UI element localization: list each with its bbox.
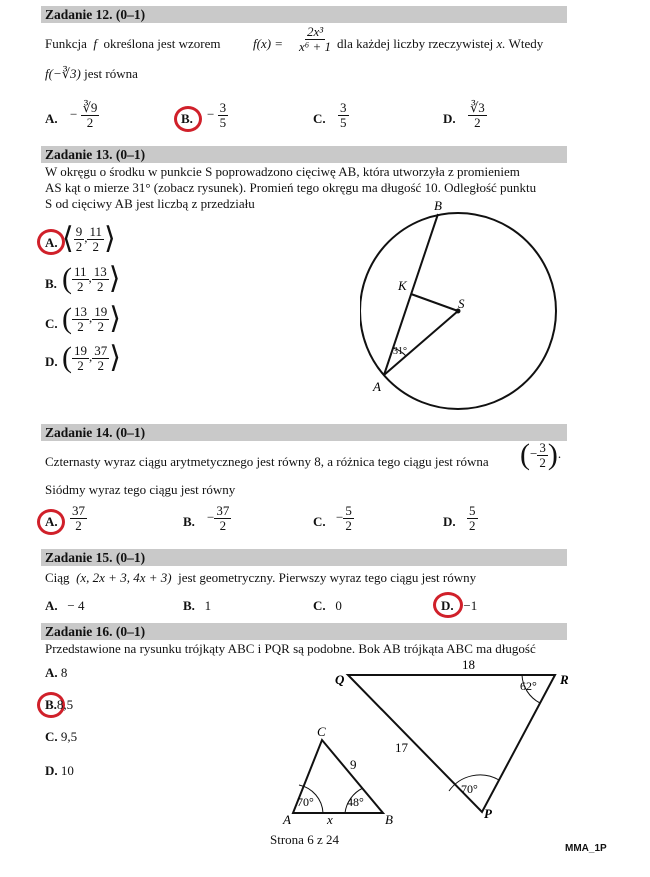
q13-option-d-value: ( $\frac{19}{2}$ , $\frac{37}{2}$ ⟩ — [62, 341, 121, 374]
side-qr-label: 18 — [462, 657, 475, 672]
vertex-c-label: C — [317, 724, 326, 739]
q14-option-d-label[interactable]: D. — [443, 514, 456, 529]
q12-option-b-value: − $\frac{3}{5}$ — [207, 100, 227, 130]
q13-option-d-label[interactable]: D. — [45, 354, 58, 369]
perpendicular-sk — [411, 294, 458, 311]
q12-option-d-label[interactable]: D. — [443, 111, 456, 126]
angle-b-label: 48° — [347, 795, 364, 809]
q14-option-c-value: − $\frac{5}{2}$ — [336, 503, 352, 533]
q12-option-a-label[interactable]: A. — [45, 111, 58, 126]
vertex-b-label: B — [385, 812, 393, 827]
triangle-pqr — [348, 675, 555, 812]
angle-r-label: 62° — [520, 679, 537, 693]
page-number: Strona 6 z 24 — [270, 832, 339, 847]
q12-header: Zadanie 12. (0–1) — [41, 6, 567, 23]
q12-option-b-label[interactable]: B. — [181, 111, 193, 126]
q14-option-a-value: $\frac{37}{2}$ — [72, 503, 85, 533]
q12-option-c-value: $\frac{3}{5}$ — [340, 100, 347, 130]
q15-option-a[interactable]: A. − 4 — [45, 598, 85, 613]
q14-option-b-label[interactable]: B. — [183, 514, 195, 529]
q14-header: Zadanie 14. (0–1) — [41, 424, 567, 441]
q16-line1: Przedstawione na rysunku trójkąty ABC i PQR są podobne. Bok AB trójkąta ABC ma długość — [45, 641, 536, 656]
q16-triangles-figure — [275, 655, 575, 830]
q13-header: Zadanie 13. (0–1) — [41, 146, 567, 163]
q16-option-d[interactable]: D. 10 — [45, 763, 74, 778]
q12-formula-lhs: f(x) = — [253, 36, 284, 51]
label-angle: 31° — [393, 346, 407, 357]
q14-line1: Czternasty wyraz ciągu arytmetycznego jest równy 8, a różnica tego ciągu jest równa — [45, 454, 489, 469]
q16-header: Zadanie 16. (0–1) — [41, 623, 567, 640]
label-b: B — [434, 198, 442, 213]
vertex-r-label: R — [560, 672, 569, 687]
q13-option-c-label[interactable]: C. — [45, 316, 58, 331]
side-cb-label: 9 — [350, 757, 357, 772]
q12-formula-fraction: $\frac{\text{2x³}}{\text{x⁶ + 1}}$ — [299, 24, 332, 54]
q12-option-a-value: − $\frac{∛9}{2}$ — [70, 100, 98, 130]
q14-option-a-label[interactable]: A. — [45, 514, 58, 529]
q13-option-a-value: ⟨ $\frac{9}{2}$ , $\frac{11}{2}$ ⟩ — [62, 222, 116, 255]
q16-option-a[interactable]: A. 8 — [45, 665, 68, 680]
q13-line3: S od cięciwy AB jest liczbą z przedziału — [45, 196, 255, 211]
q15-option-c[interactable]: C. 0 — [313, 598, 342, 613]
q16-option-c[interactable]: C. 9,5 — [45, 729, 78, 744]
q12-line1-end: dla każdej liczby rzeczywistej x. Wtedy — [337, 36, 544, 51]
angle-p-label: 70° — [461, 782, 478, 796]
q15-line1: Ciąg (x, 2x + 3, 4x + 3) jest geometryczny. Pierwszy wyraz tego ciągu jest równy — [45, 570, 477, 585]
angle-a-label: 70° — [297, 795, 314, 809]
q13-option-c-value: ( $\frac{13}{2}$ , $\frac{19}{2}$ ⟩ — [62, 302, 121, 335]
q13-line1: W okręgu o środku w punkcie S poprowadzono cięciwę AB, która utworzyła z promieniem — [45, 164, 520, 179]
q13-circle-figure — [360, 198, 570, 418]
vertex-p-label: P — [484, 806, 492, 821]
q15-header: Zadanie 15. (0–1) — [41, 549, 567, 566]
q12-option-d-value: $\frac{∛3}{2}$ — [470, 100, 485, 130]
q12-line2: f(−∛3) jest równa — [45, 66, 138, 81]
q12-option-c-label[interactable]: C. — [313, 111, 326, 126]
q13-line2: AS kąt o mierze 31° (zobacz rysunek). Promień tego okręgu ma długość 10. Odległość punktu — [45, 180, 537, 195]
q16-option-b[interactable]: B.8,5 — [45, 697, 74, 712]
q12-line1: Funkcja f określona jest wzorem — [45, 36, 221, 51]
q13-option-b-label[interactable]: B. — [45, 276, 57, 291]
exam-code: MMA_1P — [565, 843, 607, 854]
q14-line2: Siódmy wyraz tego ciągu jest równy — [45, 482, 236, 497]
q15-option-b[interactable]: B. 1 — [183, 598, 212, 613]
vertex-q-label: Q — [335, 672, 345, 687]
label-k: K — [398, 278, 407, 293]
q14-difference: (− $\frac{3}{2}$ ). — [520, 438, 562, 471]
q13-option-b-value: ( $\frac{11}{2}$ , $\frac{13}{2}$ ⟩ — [62, 262, 121, 295]
q14-option-b-value: − $\frac{37}{2}$ — [207, 503, 230, 533]
side-qp-label: 17 — [395, 740, 408, 755]
q13-option-a-label[interactable]: A. — [45, 235, 58, 250]
side-ab-label: x — [327, 812, 333, 827]
label-a: A — [373, 379, 381, 394]
q14-option-c-label[interactable]: C. — [313, 514, 326, 529]
q14-option-d-value: $\frac{5}{2}$ — [469, 503, 476, 533]
label-s: S — [458, 296, 465, 311]
q15-option-d[interactable]: D. −1 — [441, 598, 478, 613]
vertex-a-label: A — [283, 812, 291, 827]
